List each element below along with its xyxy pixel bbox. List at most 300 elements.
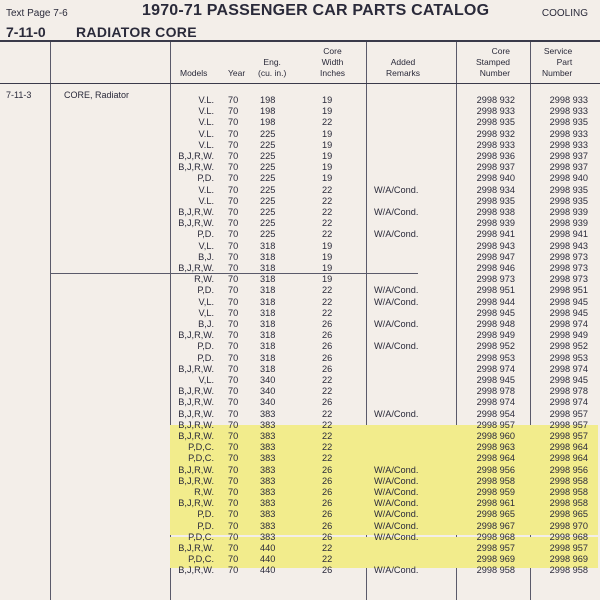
cell-year: 70 — [228, 330, 239, 341]
cell-year: 70 — [228, 408, 239, 419]
cell-eng: 318 — [260, 263, 276, 273]
cell-width: 22 — [322, 184, 333, 195]
cell-models: P,D,C. — [188, 554, 214, 565]
cell-width: 22 — [322, 229, 333, 240]
cell-models: P,D. — [197, 341, 214, 352]
cell-stamped: 2998 959 — [476, 487, 515, 497]
cell-width: 26 — [322, 509, 333, 520]
cell-service: 2998 958 — [549, 498, 588, 509]
table-row — [0, 487, 600, 498]
table-row — [0, 129, 600, 140]
cell-models: R,W. — [194, 274, 214, 285]
cell-service: 2998 958 — [549, 565, 588, 576]
table-row — [0, 308, 600, 319]
cell-width: 22 — [322, 285, 333, 296]
cell-eng: 318 — [260, 341, 276, 352]
column-header-rule — [0, 83, 600, 84]
group-header — [0, 22, 600, 42]
table-row — [0, 431, 600, 442]
cell-year: 70 — [228, 442, 239, 453]
cell-models: B,J,R,W. — [178, 419, 214, 430]
cell-eng: 383 — [260, 520, 276, 531]
cell-year: 70 — [228, 229, 239, 240]
cell-eng: 383 — [260, 453, 276, 464]
cell-eng: 340 — [260, 386, 276, 397]
cell-year: 70 — [228, 240, 239, 251]
col-header-year: Year — [228, 68, 246, 78]
cell-eng: 225 — [260, 218, 276, 229]
cell-service: 2998 969 — [549, 554, 588, 565]
cell-width: 26 — [322, 531, 333, 542]
cell-remarks: W/A/Cond. — [374, 285, 419, 296]
cell-service: 2998 945 — [549, 307, 588, 318]
cell-service: 2998 935 — [549, 117, 588, 128]
table-row — [0, 285, 600, 296]
cell-models: P,D. — [197, 520, 214, 531]
cell-width: 19 — [322, 95, 333, 105]
cell-service: 2998 973 — [549, 263, 588, 273]
cell-stamped: 2998 935 — [476, 195, 515, 206]
cell-models: B,J,R,W. — [178, 207, 214, 217]
cell-models: V.L. — [198, 128, 214, 139]
cell-remarks: W/A/Cond. — [374, 229, 419, 240]
cell-stamped: 2998 953 — [476, 352, 515, 363]
cell-stamped: 2998 957 — [476, 543, 515, 553]
cell-year: 70 — [228, 419, 239, 430]
cell-eng: 225 — [260, 184, 276, 195]
cell-year: 70 — [228, 162, 239, 173]
cell-year: 70 — [228, 151, 239, 161]
cell-service: 2998 933 — [549, 139, 588, 150]
col-header-remarks: Added Remarks — [386, 57, 421, 79]
cell-models: B,J,R,W. — [178, 408, 214, 419]
cell-width: 22 — [322, 307, 333, 318]
cell-eng: 318 — [260, 274, 276, 285]
cell-stamped: 2998 978 — [476, 386, 515, 397]
cell-eng: 318 — [260, 352, 276, 363]
cell-eng: 225 — [260, 195, 276, 206]
cell-year: 70 — [228, 218, 239, 229]
cell-models: P,D. — [197, 229, 214, 240]
part-name: CORE, Radiator — [64, 90, 130, 100]
cell-remarks: W/A/Cond. — [374, 207, 419, 217]
cell-eng: 225 — [260, 207, 276, 217]
cell-models: P,D. — [197, 173, 214, 184]
cell-service: 2998 965 — [549, 509, 588, 520]
cell-stamped: 2998 941 — [476, 229, 515, 240]
cell-width: 22 — [322, 442, 333, 453]
cell-stamped: 2998 958 — [476, 475, 515, 486]
col-header-width: Core Width Inches — [320, 46, 346, 79]
cell-year: 70 — [228, 173, 239, 184]
cell-service: 2998 933 — [549, 95, 588, 105]
cell-eng: 340 — [260, 375, 276, 385]
cell-eng: 440 — [260, 543, 276, 553]
table-row — [0, 554, 600, 565]
cell-stamped: 2998 954 — [476, 408, 515, 419]
cell-year: 70 — [228, 285, 239, 296]
cell-eng: 383 — [260, 442, 276, 453]
cell-models: B,J,R,W. — [178, 218, 214, 229]
cell-stamped: 2998 951 — [476, 285, 515, 296]
cell-year: 70 — [228, 117, 239, 128]
cell-service: 2998 957 — [549, 419, 588, 430]
table-row — [0, 364, 600, 375]
cell-stamped: 2998 936 — [476, 151, 515, 161]
cell-models: P,D. — [197, 285, 214, 296]
group-code: 7-11-0 — [6, 24, 46, 40]
cell-models: B,J,R,W. — [178, 363, 214, 374]
cell-stamped: 2998 947 — [476, 251, 515, 262]
table-row — [0, 375, 600, 386]
cell-year: 70 — [228, 207, 239, 217]
cell-stamped: 2998 974 — [476, 363, 515, 374]
cell-year: 70 — [228, 386, 239, 397]
cell-eng: 198 — [260, 106, 276, 117]
table-row — [0, 140, 600, 151]
cell-models: B,J. — [198, 251, 214, 262]
cell-models: B,J,R,W. — [178, 151, 214, 161]
cell-models: B,J,R,W. — [178, 431, 214, 441]
cell-year: 70 — [228, 498, 239, 509]
cell-year: 70 — [228, 296, 239, 307]
cell-service: 2998 935 — [549, 184, 588, 195]
col-header-stamped: Core Stamped Number — [476, 46, 511, 79]
cell-models: B,J,R,W. — [178, 475, 214, 486]
table-row — [0, 229, 600, 240]
table-row — [0, 409, 600, 420]
cell-year: 70 — [228, 531, 239, 542]
cell-service: 2998 953 — [549, 352, 588, 363]
table-row — [0, 498, 600, 509]
table-row — [0, 341, 600, 352]
cell-stamped: 2998 939 — [476, 218, 515, 229]
table-row — [0, 465, 600, 476]
cell-stamped: 2998 933 — [476, 106, 515, 117]
table-row — [0, 185, 600, 196]
table-row — [0, 173, 600, 184]
cell-year: 70 — [228, 195, 239, 206]
cell-year: 70 — [228, 128, 239, 139]
table-row — [0, 442, 600, 453]
cell-models: B,J,R,W. — [178, 263, 214, 273]
cell-width: 19 — [322, 274, 333, 285]
cell-service: 2998 957 — [549, 431, 588, 441]
cell-stamped: 2998 946 — [476, 263, 515, 273]
table-row — [0, 397, 600, 408]
catalog-title: 1970-71 PASSENGER CAR PARTS CATALOG — [142, 2, 490, 19]
cell-service: 2998 964 — [549, 453, 588, 464]
cell-stamped: 2998 968 — [476, 531, 515, 542]
cell-stamped: 2998 932 — [476, 95, 515, 105]
cell-width: 19 — [322, 263, 333, 273]
cell-year: 70 — [228, 363, 239, 374]
cell-service: 2998 945 — [549, 296, 588, 307]
cell-eng: 318 — [260, 307, 276, 318]
cell-width: 19 — [322, 139, 333, 150]
cell-models: V,L. — [198, 307, 214, 318]
cell-stamped: 2998 943 — [476, 240, 515, 251]
cell-stamped: 2998 945 — [476, 307, 515, 318]
cell-year: 70 — [228, 509, 239, 520]
cell-eng: 383 — [260, 487, 276, 497]
cell-service: 2998 951 — [549, 285, 588, 296]
header-rule — [0, 40, 600, 42]
table-row — [0, 106, 600, 117]
table-row — [0, 476, 600, 487]
cell-width: 19 — [322, 151, 333, 161]
cell-stamped: 2998 934 — [476, 184, 515, 195]
cell-year: 70 — [228, 397, 239, 408]
cell-year: 70 — [228, 375, 239, 385]
cell-width: 22 — [322, 431, 333, 441]
cell-stamped: 2998 938 — [476, 207, 515, 217]
cell-eng: 318 — [260, 363, 276, 374]
cell-stamped: 2998 969 — [476, 554, 515, 565]
cell-eng: 318 — [260, 285, 276, 296]
cell-width: 22 — [322, 117, 333, 128]
cell-eng: 318 — [260, 330, 276, 341]
cell-year: 70 — [228, 487, 239, 497]
table-row — [0, 241, 600, 252]
table-row — [0, 353, 600, 364]
cell-models: P,D,C. — [188, 531, 214, 542]
cell-year: 70 — [228, 274, 239, 285]
cell-stamped: 2998 964 — [476, 453, 515, 464]
cell-models: B,J,R,W. — [178, 386, 214, 397]
cell-models: P,D,C. — [188, 453, 214, 464]
cell-width: 22 — [322, 419, 333, 430]
cell-year: 70 — [228, 319, 239, 329]
col-header-models: Models — [180, 68, 208, 78]
cell-eng: 318 — [260, 240, 276, 251]
cell-width: 22 — [322, 554, 333, 565]
cell-stamped: 2998 965 — [476, 509, 515, 520]
table-row — [0, 386, 600, 397]
cell-models: P,D. — [197, 509, 214, 520]
table-row — [0, 521, 600, 532]
table-row — [0, 95, 600, 106]
cell-models: B,J,R,W. — [178, 162, 214, 173]
cell-stamped: 2998 960 — [476, 431, 515, 441]
cell-stamped: 2998 937 — [476, 162, 515, 173]
table-row — [0, 196, 600, 207]
cell-remarks: W/A/Cond. — [374, 341, 419, 352]
cell-service: 2998 937 — [549, 162, 588, 173]
cell-models: V.L. — [198, 106, 214, 117]
table-row — [0, 297, 600, 308]
cell-width: 22 — [322, 195, 333, 206]
cell-year: 70 — [228, 307, 239, 318]
table-row — [0, 117, 600, 128]
cell-width: 22 — [322, 207, 333, 217]
cell-service: 2998 958 — [549, 475, 588, 486]
col-header-eng: Eng. (cu. in.) — [258, 57, 287, 79]
cell-models: B,J,R,W. — [178, 543, 214, 553]
table-row — [0, 151, 600, 162]
cell-models: B,J,R,W. — [178, 565, 214, 576]
cell-year: 70 — [228, 184, 239, 195]
cell-remarks: W/A/Cond. — [374, 509, 419, 520]
cell-remarks: W/A/Cond. — [374, 487, 419, 497]
cell-service: 2998 952 — [549, 341, 588, 352]
cell-remarks: W/A/Cond. — [374, 408, 419, 419]
cell-eng: 383 — [260, 419, 276, 430]
cell-width: 22 — [322, 408, 333, 419]
table-row — [0, 532, 600, 543]
cell-eng: 383 — [260, 498, 276, 509]
cell-models: B,J,R,W. — [178, 498, 214, 509]
cell-year: 70 — [228, 475, 239, 486]
cell-models: V.L. — [198, 139, 214, 150]
cell-width: 26 — [322, 464, 333, 475]
cell-remarks: W/A/Cond. — [374, 184, 419, 195]
cell-eng: 383 — [260, 431, 276, 441]
cell-models: V.L. — [198, 195, 214, 206]
part-ref: 7-11-3 — [6, 90, 32, 100]
cell-year: 70 — [228, 95, 239, 105]
cell-width: 19 — [322, 106, 333, 117]
cell-models: B,J,R,W. — [178, 330, 214, 341]
cell-width: 26 — [322, 352, 333, 363]
cell-models: V,L. — [198, 240, 214, 251]
cell-stamped: 2998 973 — [476, 274, 515, 285]
table-row — [0, 509, 600, 520]
cell-models: B,J. — [198, 319, 214, 329]
cell-remarks: W/A/Cond. — [374, 498, 419, 509]
cell-service: 2998 956 — [549, 464, 588, 475]
cell-stamped: 2998 944 — [476, 296, 515, 307]
table-row — [0, 330, 600, 341]
cell-stamped: 2998 958 — [476, 565, 515, 576]
cell-stamped: 2998 952 — [476, 341, 515, 352]
cell-service: 2998 957 — [549, 543, 588, 553]
table-row — [0, 263, 600, 274]
cell-service: 2998 974 — [549, 363, 588, 374]
cell-eng: 225 — [260, 128, 276, 139]
cell-service: 2998 945 — [549, 375, 588, 385]
cell-year: 70 — [228, 565, 239, 576]
cell-width: 26 — [322, 363, 333, 374]
cell-models: V.L. — [198, 117, 214, 128]
cell-stamped: 2998 933 — [476, 139, 515, 150]
cell-remarks: W/A/Cond. — [374, 520, 419, 531]
cell-eng: 340 — [260, 397, 276, 408]
table-row — [0, 420, 600, 431]
table-row — [0, 218, 600, 229]
cell-stamped: 2998 957 — [476, 419, 515, 430]
cell-year: 70 — [228, 341, 239, 352]
cell-service: 2998 935 — [549, 195, 588, 206]
cell-service: 2998 970 — [549, 520, 588, 531]
cell-service: 2998 949 — [549, 330, 588, 341]
cell-width: 26 — [322, 498, 333, 509]
cell-year: 70 — [228, 543, 239, 553]
cell-width: 26 — [322, 330, 333, 341]
cell-eng: 440 — [260, 565, 276, 576]
cell-models: V.L. — [198, 95, 214, 105]
cell-eng: 225 — [260, 173, 276, 184]
cell-width: 26 — [322, 487, 333, 497]
cell-width: 26 — [322, 319, 333, 329]
cell-eng: 383 — [260, 531, 276, 542]
cell-width: 26 — [322, 341, 333, 352]
cell-eng: 318 — [260, 296, 276, 307]
cell-stamped: 2998 961 — [476, 498, 515, 509]
cell-service: 2998 933 — [549, 106, 588, 117]
cell-stamped: 2998 949 — [476, 330, 515, 341]
cell-remarks: W/A/Cond. — [374, 296, 419, 307]
cell-stamped: 2998 967 — [476, 520, 515, 531]
cell-year: 70 — [228, 263, 239, 273]
cell-eng: 440 — [260, 554, 276, 565]
cell-remarks: W/A/Cond. — [374, 319, 419, 329]
cell-eng: 225 — [260, 162, 276, 173]
cell-stamped: 2998 956 — [476, 464, 515, 475]
cell-models: B,J,R,W. — [178, 464, 214, 475]
cell-eng: 318 — [260, 319, 276, 329]
table-row — [0, 319, 600, 330]
cell-remarks: W/A/Cond. — [374, 464, 419, 475]
cell-models: P,D. — [197, 352, 214, 363]
cell-width: 19 — [322, 162, 333, 173]
cell-service: 2998 958 — [549, 487, 588, 497]
cell-stamped: 2998 963 — [476, 442, 515, 453]
cell-width: 26 — [322, 475, 333, 486]
cell-service: 2998 964 — [549, 442, 588, 453]
cell-remarks: W/A/Cond. — [374, 531, 419, 542]
section-label: COOLING — [541, 8, 588, 19]
cell-eng: 383 — [260, 408, 276, 419]
table-row — [0, 565, 600, 576]
cell-year: 70 — [228, 352, 239, 363]
cell-service: 2998 937 — [549, 151, 588, 161]
cell-service: 2998 939 — [549, 218, 588, 229]
cell-year: 70 — [228, 520, 239, 531]
cell-remarks: W/A/Cond. — [374, 565, 419, 576]
cell-width: 19 — [322, 128, 333, 139]
col-header-service: Service Part Number — [542, 46, 573, 79]
text-page-label: Text Page 7-6 — [6, 8, 68, 19]
cell-models: V.L. — [198, 184, 214, 195]
cell-width: 26 — [322, 565, 333, 576]
table-row — [0, 453, 600, 464]
cell-eng: 198 — [260, 117, 276, 128]
cell-models: R,W. — [194, 487, 214, 497]
cell-service: 2998 974 — [549, 397, 588, 408]
table-row — [0, 252, 600, 263]
cell-eng: 198 — [260, 95, 276, 105]
cell-stamped: 2998 935 — [476, 117, 515, 128]
cell-service: 2998 968 — [549, 531, 588, 542]
cell-eng: 383 — [260, 464, 276, 475]
cell-eng: 225 — [260, 229, 276, 240]
cell-stamped: 2998 948 — [476, 319, 515, 329]
table-row — [0, 162, 600, 173]
cell-remarks: W/A/Cond. — [374, 475, 419, 486]
cell-service: 2998 957 — [549, 408, 588, 419]
cell-width: 22 — [322, 375, 333, 385]
cell-year: 70 — [228, 453, 239, 464]
table-row — [0, 543, 600, 554]
cell-service: 2998 973 — [549, 251, 588, 262]
cell-eng: 383 — [260, 509, 276, 520]
cell-width: 19 — [322, 251, 333, 262]
cell-year: 70 — [228, 106, 239, 117]
cell-year: 70 — [228, 464, 239, 475]
cell-models: V,L. — [198, 296, 214, 307]
cell-width: 22 — [322, 296, 333, 307]
